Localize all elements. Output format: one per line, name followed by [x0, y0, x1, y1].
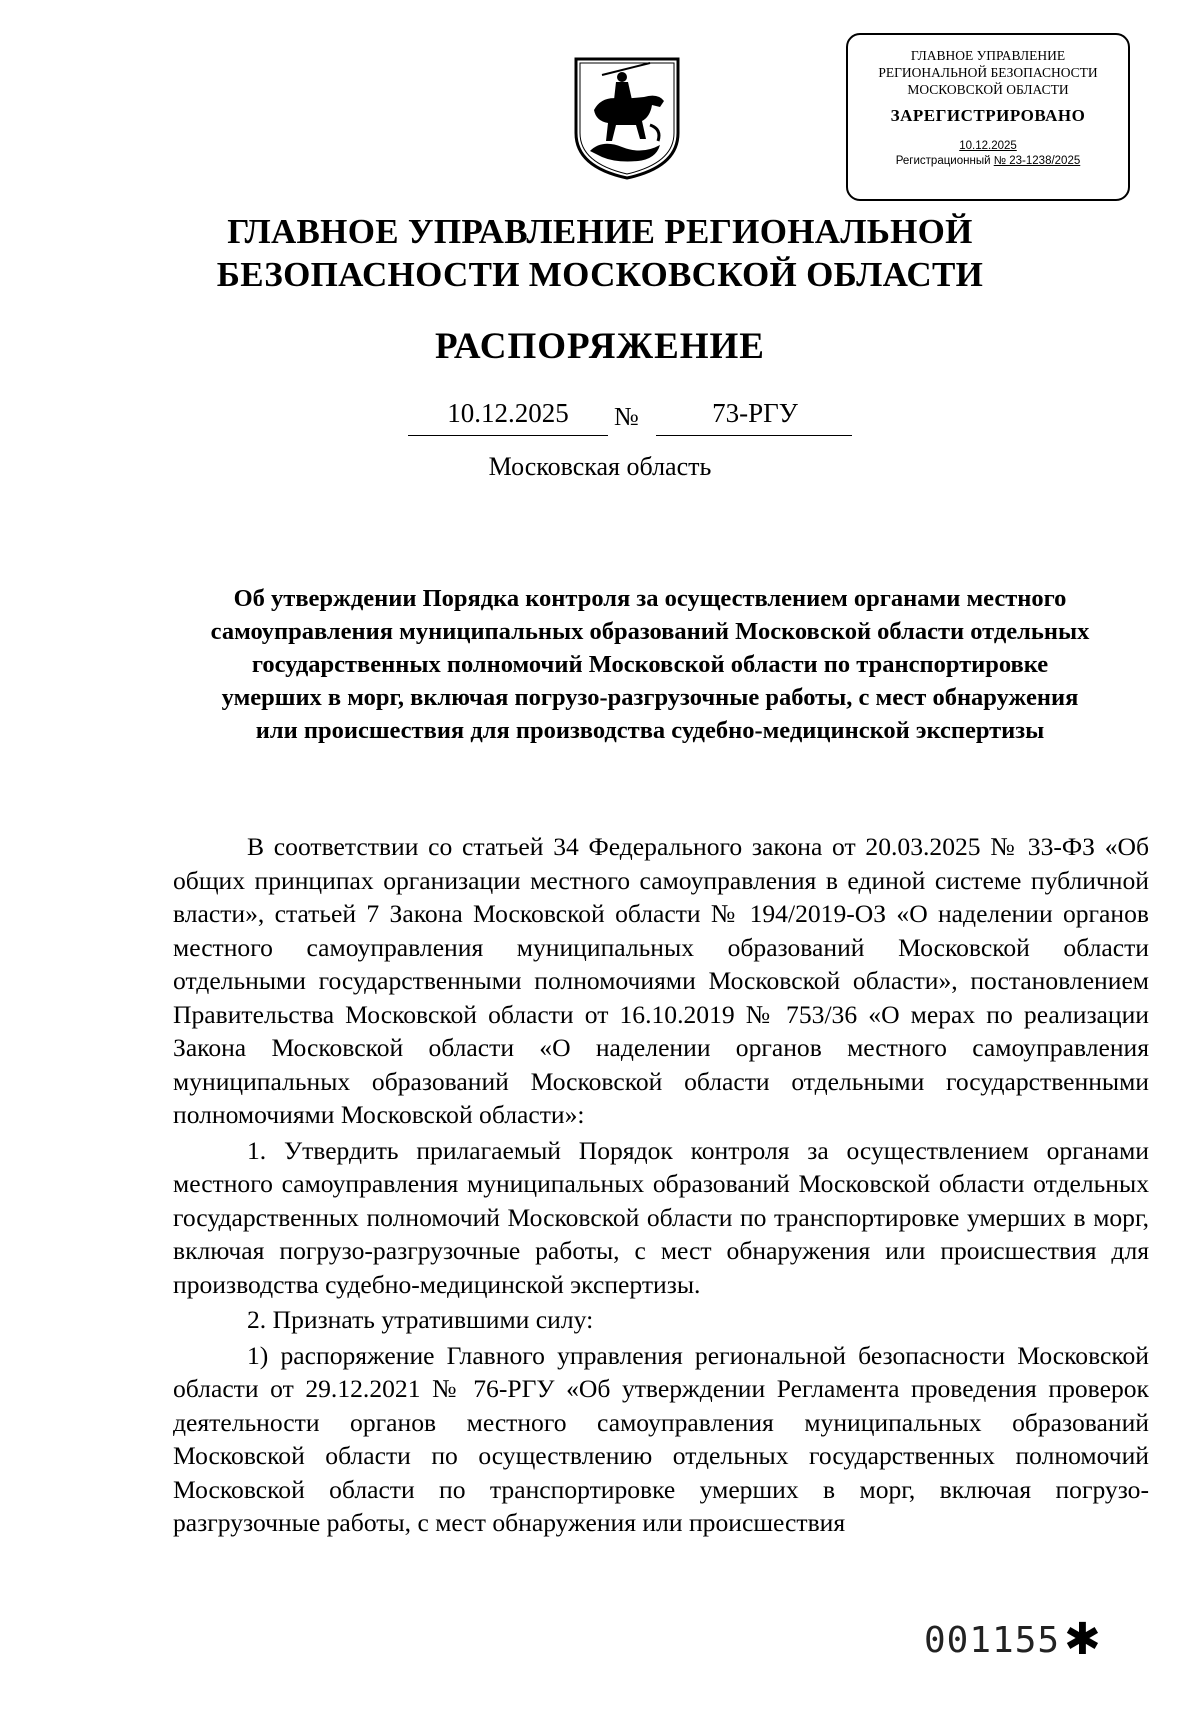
stamp-reg-label: Регистрационный — [895, 155, 991, 167]
agency-name-line: ГЛАВНОЕ УПРАВЛЕНИЕ РЕГИОНАЛЬНОЙ — [227, 212, 973, 251]
title-line: или происшествия для производства судебно-медицинской экспертизы — [255, 717, 1045, 744]
document-date: 10.12.2025 — [447, 398, 569, 428]
stamp-org-line: ГЛАВНОЕ УПРАВЛЕНИЕ — [910, 48, 1066, 63]
title-line: умерших в морг, включая погрузо-разгрузочные работы, с мест обнаружения — [221, 684, 1079, 711]
preamble-paragraph: В соответствии со статьей 34 Федерального закона от 20.03.2025 № 33-ФЗ «Об общих принципах организации местного самоуправления в единой системе публичной власти», статьей 7 Закона Московской области № 194/2019-ОЗ «О наделении органов местного самоуправления муниципальных образований Московской области отдельными государственными полномочиями Московской области», постановлением Правительства Московской области от 16.10.2019 № 753/36 «О мерах по реализации Закона Московской области «О наделении органов местного самоуправления муниципальных образований Московской области отдельными государственными полномочиями Московской области»: — [173, 832, 1149, 1129]
document-place: Московская область — [488, 452, 712, 481]
number-underline — [656, 435, 852, 436]
title-line: государственных полномочий Московской области по транспортировке — [251, 651, 1049, 678]
stamp-organization — [848, 47, 1128, 98]
document-title — [160, 582, 1140, 747]
number-sign: № — [614, 402, 639, 431]
stamp-date: 10.12.2025 — [959, 140, 1017, 152]
serial-number: 001155 — [924, 1620, 1061, 1661]
date-underline — [408, 435, 608, 436]
agency-name — [150, 210, 1050, 296]
document-type: РАСПОРЯЖЕНИЕ — [434, 326, 765, 367]
document-body — [173, 830, 1149, 1542]
coat-of-arms-emblem — [572, 55, 682, 181]
item-2-paragraph: 2. Признать утратившими силу: — [247, 1305, 594, 1334]
agency-name-line: БЕЗОПАСНОСТИ МОСКОВСКОЙ ОБЛАСТИ — [216, 255, 984, 294]
stamp-registration-number — [848, 155, 1128, 167]
stamp-org-line: МОСКОВСКОЙ ОБЛАСТИ — [907, 82, 1069, 97]
stamp-status: ЗАРЕГИСТРИРОВАНО — [890, 106, 1086, 125]
title-line: самоуправления муниципальных образований Московской области отдельных — [210, 618, 1090, 645]
title-line: Об утверждении Порядка контроля за осуществлением органами местного — [233, 585, 1067, 612]
asterisk-mark: ✱ — [1064, 1614, 1101, 1665]
item-2-1-paragraph: 1) распоряжение Главного управления региональной безопасности Московской области от 29.12.2021 № 76-РГУ «Об утверждении Регламента проведения проверок деятельности органов местного самоуправления муниципальных образований Московской области по осуществлению отдельных государственных полномочий Московской области по транспортировке умерших в морг, включая погрузо-разгрузочные работы, с мест обнаружения или происшествия — [173, 1340, 1149, 1537]
registration-stamp — [846, 33, 1130, 201]
stamp-org-line: РЕГИОНАЛЬНОЙ БЕЗОПАСНОСТИ — [878, 65, 1098, 80]
document-number: 73-РГУ — [712, 398, 798, 428]
item-1-paragraph: 1. Утвердить прилагаемый Порядок контроля за осуществлением органами местного самоуправления муниципальных образований Московской области отдельных государственных полномочий Московской области по транспортировке умерших в морг, включая погрузо-разгрузочные работы, с мест обнаружения или происшествия для производства судебно-медицинской экспертизы. — [173, 1135, 1149, 1299]
moscow-coat-of-arms-icon — [572, 55, 682, 181]
document-date-number — [0, 398, 1200, 438]
stamp-reg-value: № 23-1238/2025 — [993, 155, 1081, 167]
